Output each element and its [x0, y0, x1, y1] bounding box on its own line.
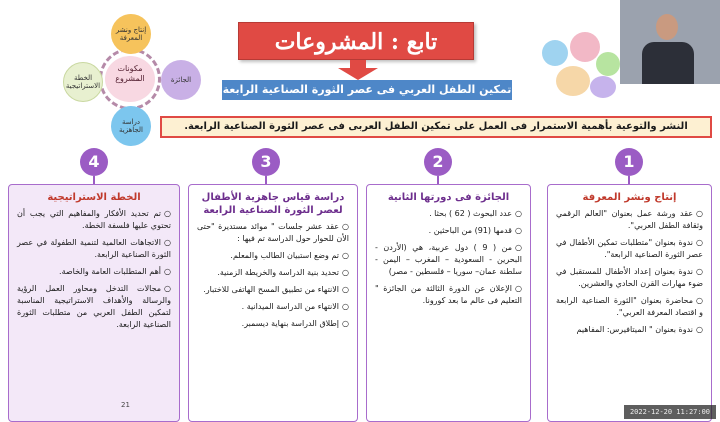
list-item: ○قدمها (91) من الباحثين .	[428, 226, 522, 235]
list-item: ○مجالات التدخل ومحاور العمل الرؤية والرسالة والأهداف الاستراتيجية المناسبة لتمكين الطفل العربي من متطلبات الثورة الصناعية الرابعة.	[17, 284, 171, 329]
list-item: ○الاتجاهات العالمية لتنمية الطفولة في عصر الثورة الصناعية الرابعة.	[17, 238, 171, 259]
list-item: ○الانتهاء من الدراسة الميدانية .	[241, 302, 349, 311]
step-number-2: 2	[424, 148, 452, 176]
list-item: ○إطلاق الدراسة بنهاية ديسمبر.	[241, 319, 349, 328]
step-number-3: 3	[252, 148, 280, 176]
column-title: الخطة الاستراتيجية	[47, 192, 141, 203]
list-item: ○ندوة بعنوان " الميتافيرس: المفاهيم	[576, 325, 703, 334]
column-title: دراسة قياس جاهزية الأطفال لعصر الثورة الصناعية الرابعة	[201, 192, 345, 216]
meeting-timestamp: 2022-12-20 11:27:00	[624, 405, 716, 419]
column-title: إنتاج ونشر المعرفة	[582, 192, 677, 203]
step-connector	[265, 176, 267, 184]
tech-illustration	[538, 30, 624, 102]
list-item: ○من ( 9 ) دول عربية، هي (الأردن - البحرين - السعودية – المغرب – اليمن - سلطنة عمان– سوريا – فلسطين - مصر)	[375, 243, 522, 276]
slide-title: تابع : المشروعات	[238, 22, 474, 60]
column-knowledge	[547, 184, 712, 422]
list-item: ○تحديد بنية الدراسة والخريطة الزمنية.	[217, 268, 349, 277]
slide-subtitle: تمكين الطفل العربي فى عصر الثورة الصناعية الرابعة	[222, 80, 512, 100]
down-arrow-icon	[338, 60, 378, 80]
list-item: ○الانتهاء من تطبيق المسح الهاتفى للاختبار.	[203, 285, 349, 294]
step-connector	[437, 176, 439, 184]
list-item: ○تم تحديد الأفكار والمفاهيم التي يجب أن تحتوي عليها فلسفة الخطة.	[17, 209, 171, 230]
list-item: ○الإعلان عن الدورة الثالثة من الجائزة " التعليم فى عالم ما بعد كورونا.	[375, 284, 522, 305]
cycle-center: مكونات المشروع	[105, 56, 155, 102]
list-item: ○ندوة بعنوان إعداد الأطفال للمستقبل في ضوء مهارات القرن الحادي والعشرين.	[556, 267, 703, 288]
presenter-video	[620, 0, 720, 84]
column-strategic-plan	[8, 184, 180, 422]
cycle-node-knowledge: إنتاج ونشر المعرفة	[111, 14, 151, 54]
step-connector	[628, 176, 630, 184]
goal-strip: النشر والتوعية بأهمية الاستمرار فى العمل على تمكين الطفل العربى فى عصر الثورة الصناعية الرابعة.	[160, 116, 712, 138]
list-item: ○عقد ورشة عمل بعنوان "العالم الرقمي وثقافة الطفل العربي".	[556, 209, 703, 230]
column-readiness-study	[188, 184, 358, 422]
list-item: ○ندوة بعنوان "متطلبات تمكين الأطفال في عصر الثورة الصناعية الرابعة".	[556, 238, 703, 259]
list-item: ○محاضرة بعنوان "الثورة الصناعية الرابعة و اقتصاد المعرفة العربي".	[556, 296, 703, 317]
column-award	[366, 184, 531, 422]
list-item: ○تم وضع استبيان الطالب والمعلم.	[230, 251, 349, 260]
list-item: ○عدد البحوث ( 62 ) بحثا .	[429, 209, 522, 218]
step-number-1: 1	[615, 148, 643, 176]
cycle-node-readiness: دراسة الجاهزية	[111, 106, 151, 146]
step-number-4: 4	[80, 148, 108, 176]
column-title: الجائزة فى دورتها الثانية	[387, 192, 510, 203]
step-connector	[93, 176, 95, 184]
list-item: ○أهم المتطلبات العامة والخاصة.	[59, 267, 171, 276]
list-item: ○عقد عشر جلسات " موائد مستديرة "حتى الأن للحوار حول الدراسة تم فيها :	[197, 222, 349, 243]
page-number: 21	[121, 401, 130, 409]
cycle-node-strategy: الخطة الاستراتيجية	[63, 62, 103, 102]
cycle-node-award: الجائزة	[161, 60, 201, 100]
